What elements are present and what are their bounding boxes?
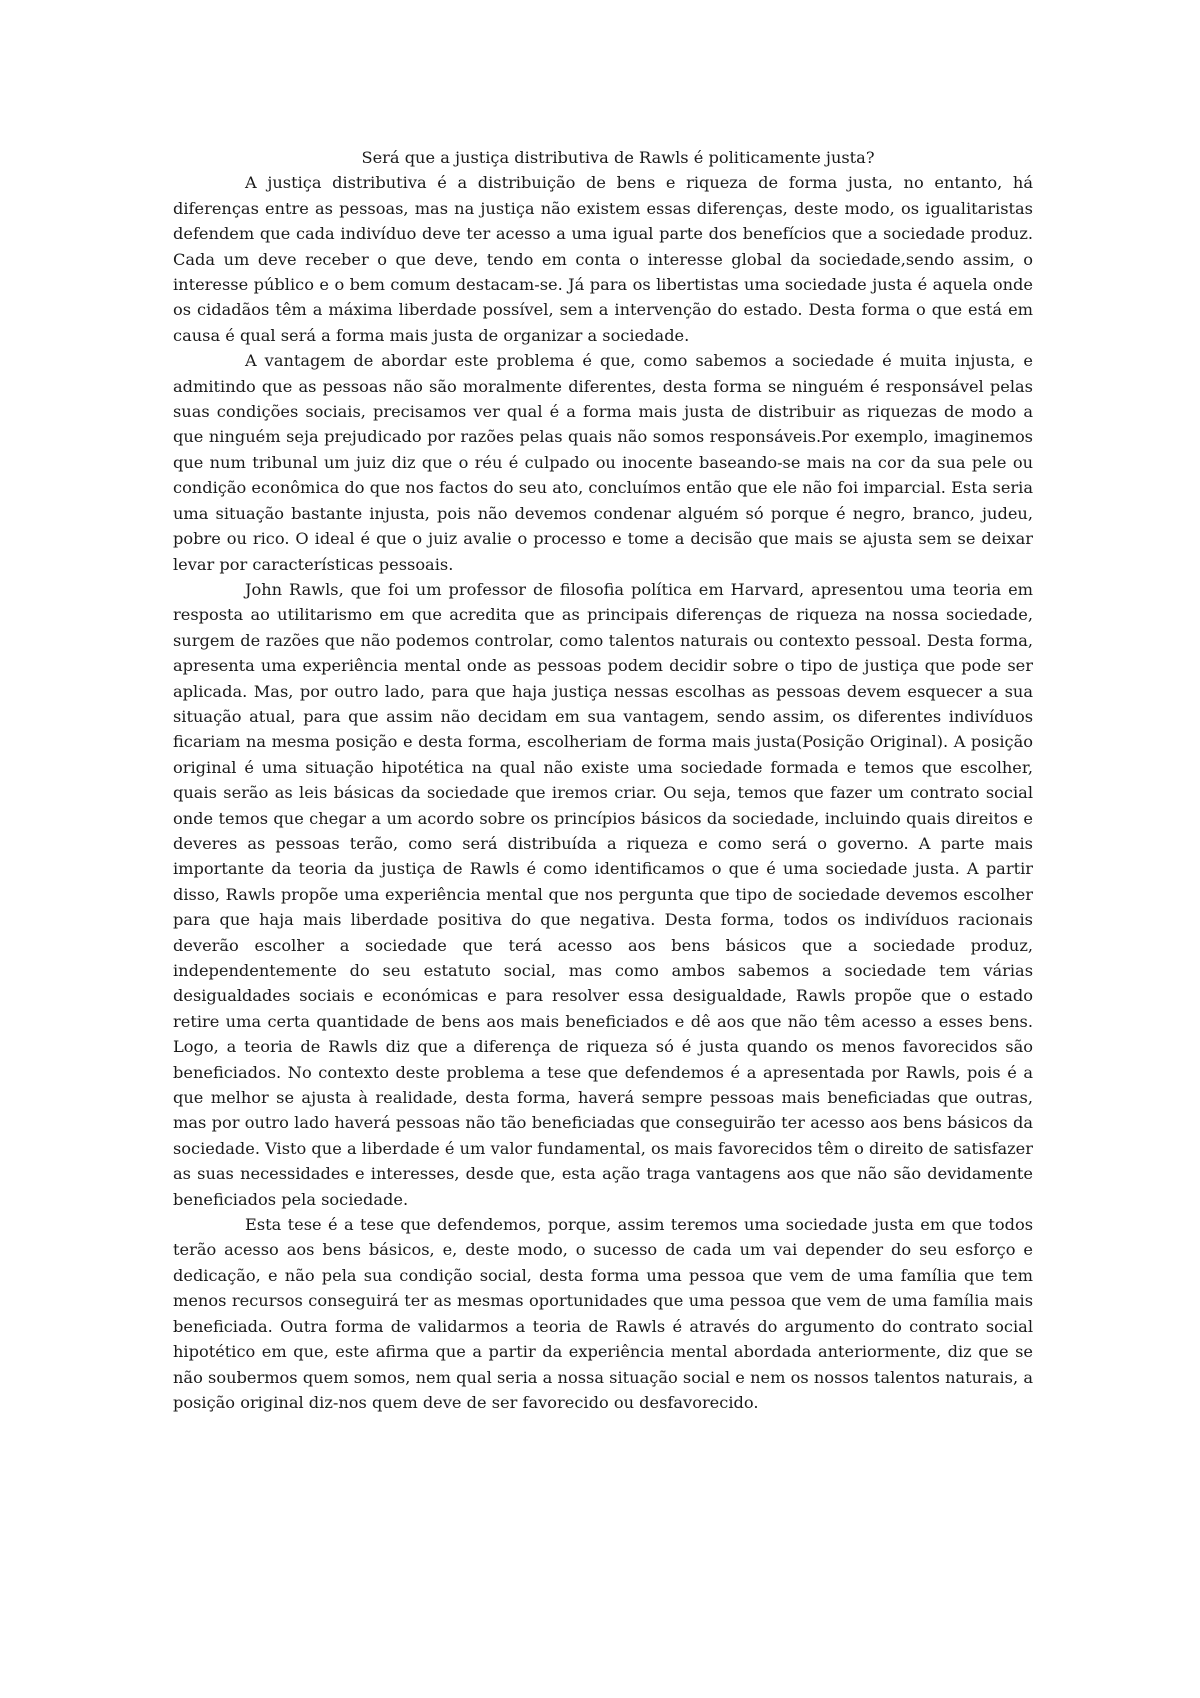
document-body — [173, 145, 1033, 1415]
paragraph-4: Esta tese é a tese que defendemos, porque, assim teremos uma sociedade justa em que todos terão acesso aos bens básicos, e, deste modo, o sucesso de cada um vai depender do seu esforço e dedicação, e não pela sua condição social, desta forma uma pessoa que vem de uma família que tem menos recursos conseguirá ter as mesmas oportunidades que uma pessoa que vem de uma família mais beneficiada. Outra forma de validarmos a teoria de Rawls é através do argumento do contrato social hipotético em que, este afirma que a partir da experiência mental abordada anteriormente, diz que se não soubermos quem somos, nem qual seria a nossa situação social e nem os nossos talentos naturais, a posição original diz-nos quem deve de ser favorecido ou desfavorecido. — [173, 1215, 1033, 1412]
paragraph-1: A justiça distributiva é a distribuição de bens e riqueza de forma justa, no entanto, há diferenças entre as pessoas, mas na justiça não existem essas diferenças, deste modo, os igualitaristas defendem que cada indivíduo deve ter acesso a uma igual parte dos benefícios que a sociedade produz. Cada um deve receber o que deve, tendo em conta o interesse global da sociedade,sendo assim, o interesse público e o bem comum destacam-se. Já para os libertistas uma sociedade justa é aquela onde os cidadãos têm a máxima liberdade possível, sem a intervenção do estado. Desta forma o que está em causa é qual será a forma mais justa de organizar a sociedade. — [173, 173, 1033, 345]
paragraph-2: A vantagem de abordar este problema é que, como sabemos a sociedade é muita injusta, e admitindo que as pessoas não são moralmente diferentes, desta forma se ninguém é responsável pelas suas condições sociais, precisamos ver qual é a forma mais justa de distribuir as riquezas de modo a que ninguém seja prejudicado por razões pelas quais não somos responsáveis.Por exemplo, imaginemos que num tribunal um juiz diz que o réu é culpado ou inocente baseando-se mais na cor da sua pele ou condição econômica do que nos factos do seu ato, concluímos então que ele não foi imparcial. Esta seria uma situação bastante injusta, pois não devemos condenar alguém só porque é negro, branco, judeu, pobre ou rico. O ideal é que o juiz avalie o processo e tome a decisão que mais se ajusta sem se deixar levar por características pessoais. — [173, 351, 1033, 574]
document-title: Será que a justiça distributiva de Rawls é politicamente justa? — [361, 148, 875, 167]
paragraph-3: John Rawls, que foi um professor de filosofia política em Harvard, apresentou uma teoria em resposta ao utilitarismo em que acredita que as principais diferenças de riqueza na nossa sociedade, surgem de razões que não podemos controlar, como talentos naturais ou contexto pessoal. Desta forma, apresenta uma experiência mental onde as pessoas podem decidir sobre o tipo de justiça que pode ser aplicada. Mas, por outro lado, para que haja justiça nessas escolhas as pessoas devem esquecer a sua situação atual, para que assim não decidam em sua vantagem, sendo assim, os diferentes indivíduos ficariam na mesma posição e desta forma, escolheriam de forma mais justa(Posição Original). A posição original é uma situação hipotética na qual não existe uma sociedade formada e temos que escolher, quais serão as leis básicas da sociedade que iremos criar. Ou seja, temos que fazer um contrato social onde temos que chegar a um acordo sobre os princípios básicos da sociedade, incluindo quais direitos e deveres as pessoas terão, como será distribuída a riqueza e como será o governo. A parte mais importante da teoria da justiça de Rawls é como identificamos o que é uma sociedade justa. A partir disso, Rawls propõe uma experiência mental que nos pergunta que tipo de sociedade devemos escolher para que haja mais liberdade positiva do que negativa. Desta forma, todos os indivíduos racionais deverão escolher a sociedade que terá acesso aos bens básicos que a sociedade produz, independentemente do seu estatuto social, mas como ambos sabemos a sociedade tem várias desigualdades sociais e económicas e para resolver essa desigualdade, Rawls propõe que o estado retire uma certa quantidade de bens aos mais beneficiados e dê aos que não têm acesso a esses bens. Logo, a teoria de Rawls diz que a diferença de riqueza só é justa quando os menos favorecidos são beneficiados. No contexto deste problema a tese que defendemos é a apresentada por Rawls, pois é a que melhor se ajusta à realidade, desta forma, haverá sempre pessoas mais beneficiadas que outras, mas por outro lado haverá pessoas não tão beneficiadas que conseguirão ter acesso aos bens básicos da sociedade. Visto que a liberdade é um valor fundamental, os mais favorecidos têm o direito de satisfazer as suas necessidades e interesses, desde que, esta ação traga vantagens aos que não são devidamente beneficiados pela sociedade. — [173, 579, 1033, 1209]
